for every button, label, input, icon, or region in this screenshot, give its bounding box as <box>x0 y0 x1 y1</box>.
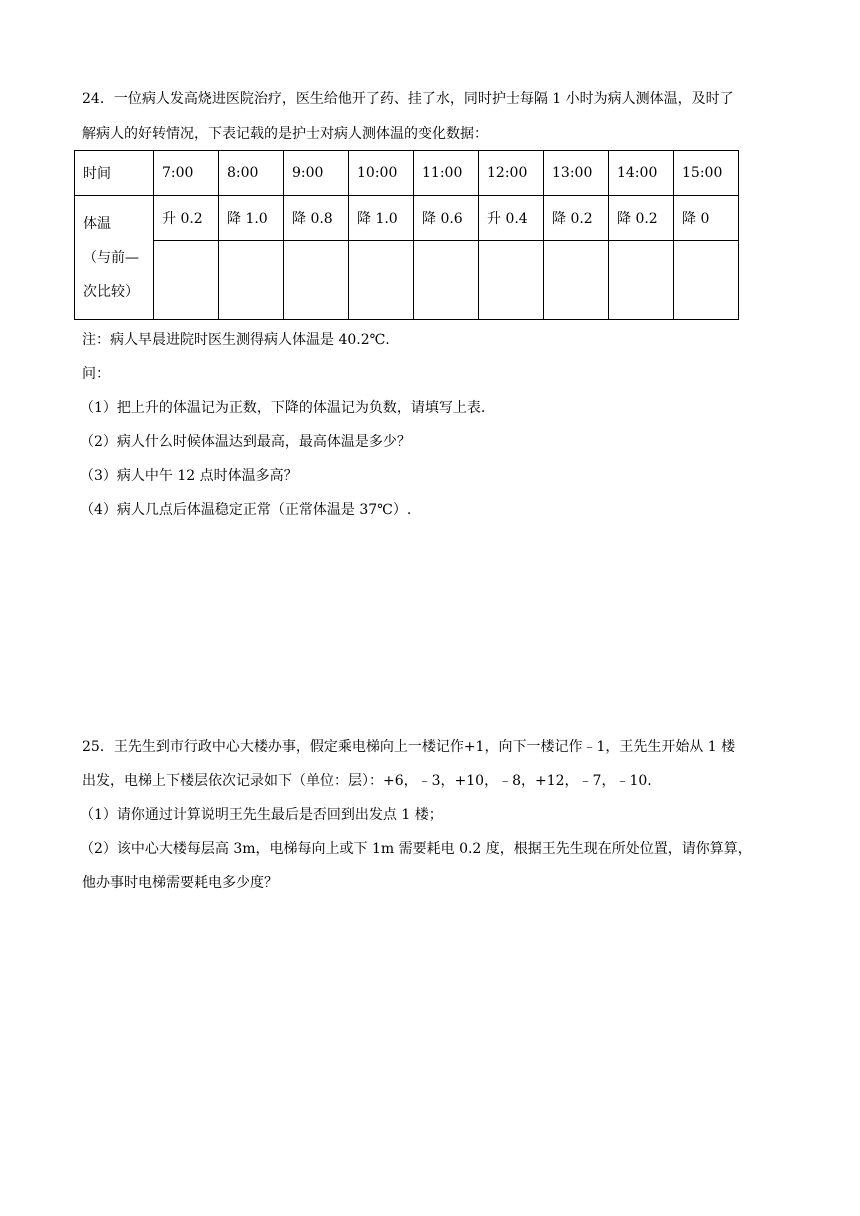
q24-subquestion-3: （3）病人中午 12 点时体温多高？ <box>80 468 298 484</box>
answer-cell[interactable] <box>479 241 544 320</box>
q24-intro-line-2: 解病人的好转情况，下表记载的是护士对病人测体温的变化数据： <box>82 126 488 142</box>
time-cell: 13:00 <box>544 151 609 196</box>
answer-cell[interactable] <box>609 241 674 320</box>
change-row <box>75 196 739 241</box>
change-cell: 升 0.2 <box>154 196 219 241</box>
time-cell: 8:00 <box>219 151 284 196</box>
time-cell: 10:00 <box>349 151 414 196</box>
time-cell: 12:00 <box>479 151 544 196</box>
change-cell: 降 0.2 <box>544 196 609 241</box>
time-cell: 7:00 <box>154 151 219 196</box>
answer-cell[interactable] <box>349 241 414 320</box>
answer-cell[interactable] <box>154 241 219 320</box>
change-cell: 降 0.6 <box>414 196 479 241</box>
q24-subquestion-4: （4）病人几点后体温稳定正常（正常体温是 37℃）. <box>80 502 412 518</box>
q25-subquestion-2-line-1: （2）该中心大楼每层高 3m，电梯每向上或下 1m 需要耗电 0.2 度，根据王先生现在所处位置，请你算算， <box>80 841 752 857</box>
temperature-header-line-1: 体温 <box>83 215 111 232</box>
temperature-header <box>75 196 154 320</box>
q25-subquestion-2-line-2: 他办事时电梯需要耗电多少度？ <box>82 875 278 891</box>
time-cell: 15:00 <box>674 151 739 196</box>
change-cell: 升 0.4 <box>479 196 544 241</box>
q24-intro-line-1: 24．一位病人发高烧进医院治疗，医生给他开了药、挂了水，同时护士每隔 1 小时为病人测体温，及时了 <box>82 91 734 107</box>
answer-cell[interactable] <box>544 241 609 320</box>
change-cell: 降 0.2 <box>609 196 674 241</box>
q25-intro-line-2: 出发，电梯上下楼层依次记录如下（单位：层）：+6，﹣3，+10，﹣8，+12，﹣7，﹣10. <box>82 773 652 789</box>
time-cell: 9:00 <box>284 151 349 196</box>
q24-subquestion-2: （2）病人什么时候体温达到最高，最高体温是多少？ <box>80 434 411 450</box>
answer-cell[interactable] <box>219 241 284 320</box>
time-cell: 11:00 <box>414 151 479 196</box>
change-cell: 降 1.0 <box>219 196 284 241</box>
answer-cell[interactable] <box>414 241 479 320</box>
answer-cell[interactable] <box>284 241 349 320</box>
answer-cell[interactable] <box>674 241 739 320</box>
temperature-header-line-3: 次比较） <box>83 283 139 300</box>
answer-row <box>75 241 739 320</box>
q25-intro-line-1: 25．王先生到市行政中心大楼办事，假定乘电梯向上一楼记作+1，向下一楼记作﹣1，王先生开始从 1 楼 <box>82 739 736 755</box>
q24-note: 注：病人早晨进院时医生测得病人体温是 40.2℃. <box>82 332 390 348</box>
time-header: 时间 <box>75 151 154 196</box>
change-cell: 降 0 <box>674 196 739 241</box>
q24-ask-label: 问： <box>82 366 110 382</box>
change-cell: 降 1.0 <box>349 196 414 241</box>
temperature-header-line-2: （与前— <box>83 249 139 266</box>
q25-subquestion-1: （1）请你通过计算说明王先生最后是否回到出发点 1 楼； <box>80 807 443 823</box>
change-cell: 降 0.8 <box>284 196 349 241</box>
time-row <box>75 151 739 196</box>
temperature-table <box>74 150 739 320</box>
q24-subquestion-1: （1）把上升的体温记为正数，下降的体温记为负数，请填写上表. <box>80 400 486 416</box>
time-cell: 14:00 <box>609 151 674 196</box>
